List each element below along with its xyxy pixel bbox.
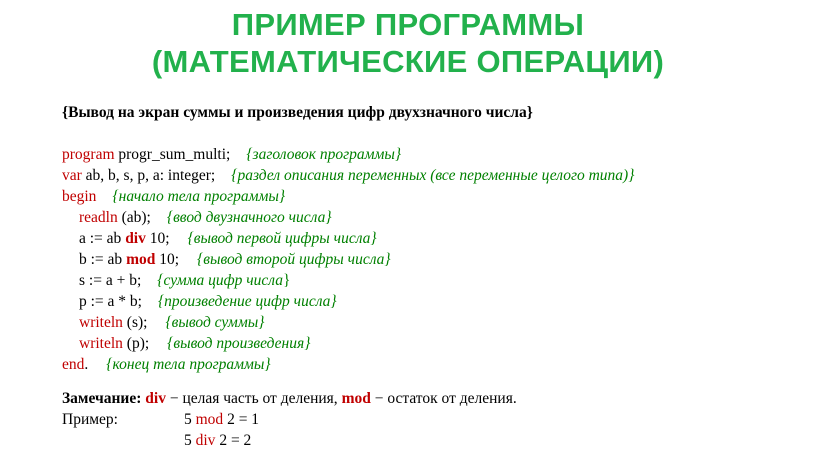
comment-begin: {начало тела программы} [112, 188, 286, 205]
code-line-end [62, 355, 271, 375]
writeln-p-args: (p); [122, 335, 150, 352]
a-assign-pre: a := ab [79, 230, 126, 247]
keyword-writeln-p: writeln [79, 335, 123, 352]
code-line-readln [79, 208, 332, 228]
keyword-end: end [62, 356, 85, 373]
comment-program: {заголовок программы} [246, 146, 402, 163]
example-1-op: mod [195, 411, 224, 428]
comment-writeln-p: {вывод произведения} [167, 335, 311, 352]
comment-s-close: } [283, 272, 291, 289]
end-dot: . [84, 356, 89, 373]
code-line-p [79, 292, 337, 312]
b-assign-pre: b := ab [79, 251, 127, 268]
keyword-begin: begin [62, 188, 97, 205]
comment-readln: {ввод двузначного числа} [166, 209, 332, 226]
example-1-pre: 5 [184, 411, 196, 428]
code-line-program [62, 145, 401, 165]
code-line-writeln-s [79, 313, 264, 333]
code-line-a [79, 229, 377, 249]
operator-div: div [125, 230, 146, 247]
b-assign-post: 10; [155, 251, 180, 268]
example-2-pre: 5 [184, 432, 196, 449]
comment-writeln-s: {вывод суммы} [165, 314, 265, 331]
comment-s: {сумма цифр числа [157, 272, 283, 289]
example-line-1 [184, 410, 259, 430]
a-assign-post: 10; [145, 230, 170, 247]
keyword-writeln-s: writeln [79, 314, 123, 331]
example-2-op: div [195, 432, 216, 449]
title-line-1: ПРИМЕР ПРОГРАММЫ [231, 7, 585, 42]
note-mod-text: − остаток от деления. [370, 390, 517, 407]
code-line-writeln-p [79, 334, 310, 354]
comment-b: {вывод второй цифры числа} [197, 251, 391, 268]
var-declaration: ab, b, s, p, a: integer; [81, 167, 216, 184]
comment-p: {произведение цифр числа} [157, 293, 337, 310]
code-line-var [62, 166, 634, 186]
p-assign: p := a * b; [79, 293, 142, 310]
keyword-var: var [62, 167, 82, 184]
comment-a: {вывод первой цифры числа} [187, 230, 377, 247]
example-1-post: 2 = 1 [223, 411, 260, 428]
comment-var: {раздел описания переменных (все переменные целого типа)} [231, 167, 635, 184]
example-line-2 [184, 431, 251, 451]
code-line-b [79, 250, 391, 270]
title-line-2: (МАТЕМАТИЧЕСКИЕ ОПЕРАЦИИ) [151, 44, 665, 79]
code-line-begin [62, 187, 285, 207]
code-line-s [79, 271, 290, 291]
note-mod: mod [341, 390, 371, 407]
program-header: progr_sum_multi; [114, 146, 231, 163]
example-label: Пример: [62, 411, 118, 428]
note-div-text: − целая часть от деления, [165, 390, 342, 407]
heading-comment: {Вывод на экран суммы и произведения цифр двухзначного числа} [62, 104, 533, 121]
slide-title [0, 6, 816, 80]
keyword-readln: readln [79, 209, 118, 226]
example-2-post: 2 = 2 [215, 432, 252, 449]
note-label: Замечание: [62, 390, 142, 407]
note-div: div [145, 390, 166, 407]
writeln-s-args: (s); [122, 314, 148, 331]
readln-args: (ab); [117, 209, 151, 226]
keyword-program: program [62, 146, 115, 163]
comment-end: {конец тела программы} [106, 356, 271, 373]
operator-mod: mod [126, 251, 156, 268]
note-line [62, 389, 517, 409]
s-assign: s := a + b; [79, 272, 142, 289]
